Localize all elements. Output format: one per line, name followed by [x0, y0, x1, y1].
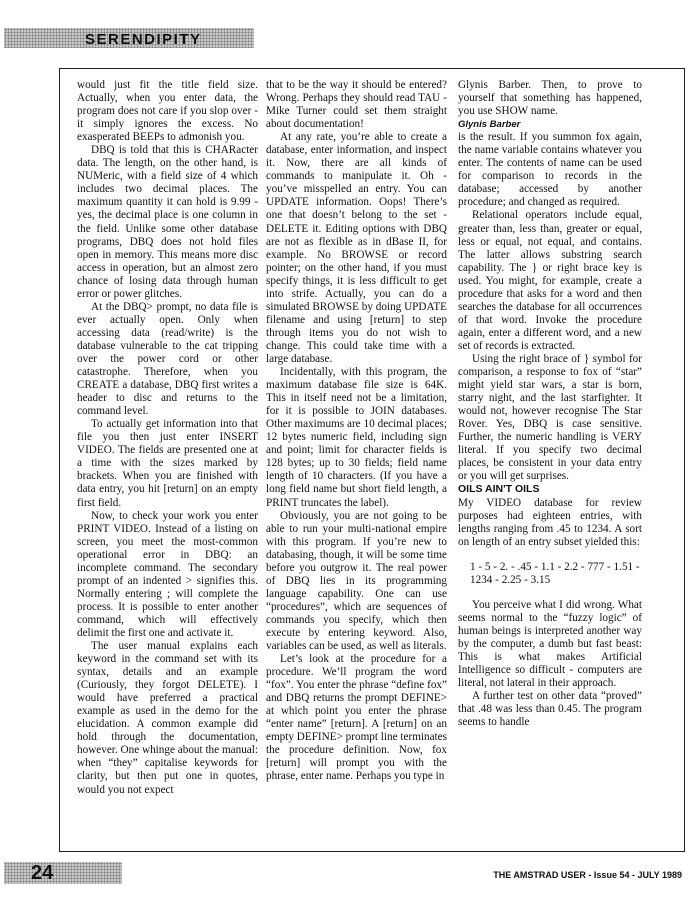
paragraph: would just fit the title field size. Actually, when you enter data, the program does not care if you slop over - it simply ignores the excess. No exasperated BEEPs to admonish you. — [77, 79, 258, 144]
section-title: SERENDIPITY — [85, 31, 202, 48]
paragraph: At the DBQ> prompt, no data file is ever actually open. Only when accessing data (read/write) is the database vulnerable to the cat tripping over the power cord or other catastrophe. Therefore, when you CREATE a database, DBQ first writes a header to disc and returns to the command level. — [77, 300, 258, 418]
paragraph: At any rate, you’re able to create a database, enter information, and inspect it. Now, there are all kinds of commands to manipulate it. Oh - you’ve misspelled an entry. You can UPDATE information. Oops! There’s one that doesn’t belong to the set - DELETE it. Editing options with DBQ are not as flexible as in dBase II, for example. No BROWSE or record pointer; on the other hand, if you must specify things, it is less difficult to get into strife. Actually, you can do a simulated BROWSE by doing UPDATE filename and using [return] to step through items you do not wish to change. This could take time with a large database. — [266, 131, 447, 365]
page-number: 24 — [31, 862, 54, 884]
paragraph: Using the right brace of } symbol for comparison, a response to fox of “star” might yield star wars, a star is born, starry night, and the last starfighter. It would not, however recognise The Star Rover. Yes, DBQ is case sensitive. Further, the numeric handling is VERY literal. If you specify two decimal places, be consistent in your data entry or you will get surprises. — [458, 352, 642, 483]
paragraph: Let’s look at the procedure for a procedure. We’ll program the word “fox”. You enter the phrase “define fox” and DBQ returns the prompt DEFINE> at which point you enter the phrase “enter name” [return]. A [return] on an empty DEFINE> prompt line terminates the procedure definition. Now, fox [return] will prompt you with the phrase, enter name. Perhaps you type in — [266, 653, 447, 783]
sort-sequence: 1 - 5 - 2. - .45 - 1.1 - 2.2 - 777 - 1.51 - 1234 - 2.25 - 3.15 — [470, 560, 640, 586]
paragraph: You perceive what I did wrong. What seems normal to the “fuzzy logic” of human beings is interpreted another way by the computer, a dumb but fast beast: This is what makes Artificial Intelligence so difficult - computers are literal, not lateral in their approach. — [458, 598, 642, 690]
paragraph: Now, to check your work you enter PRINT VIDEO. Instead of a listing on screen, you meet the most-common operational error in DBQ: an incomplete command. The secondary prompt of an indented > signifies this. Normally entering ; will complete the process. It is possible to enter another command, which will effectively delimit the first one and activate it. — [77, 509, 258, 639]
paragraph: that to be the way it should be entered? Wrong. Perhaps they should read TAU - Mike Turner could set them straight about documentation! — [266, 79, 447, 131]
publication-footer: THE AMSTRAD USER - Issue 54 - JULY 1989 — [493, 870, 682, 880]
article-column-2 — [266, 79, 447, 784]
paragraph: The user manual explains each keyword in the command set with its syntax, details and an example (Curiously, they forgot DELETE). I would have preferred a practical example as used in the demo for the elucidation. A common example did hold through the documentation, however. One whinge about the manual: when “they” capitalise keywords for clarity, but then put one in quotes, would you not expect — [77, 640, 258, 796]
paragraph: Relational operators include equal, greater than, less than, greater or equal, less or equal, not equal, and contains. The latter allows substring search capability. The } or right brace key is used. You might, for example, create a procedure that asks for a word and then searches the database for all occurrences of that word. Invoke the procedure again, enter a different word, and a new set of records is extracted. — [458, 209, 642, 352]
article-column-3 — [458, 79, 642, 729]
paragraph: Obviously, you are not going to be able to run your multi-national empire with this program. If you’re new to databasing, though, it will be some time before you outgrow it. The real power of DBQ lies in its programming language capability. One can use “procedures”, which are sequences of commands you specify, which then execute by entering keyword. Also, variables can be used, as well as literals. — [266, 509, 447, 653]
paragraph: A further test on other data “proved” that .48 was less than 0.45. The program seems to handle — [458, 690, 642, 729]
subheading: OILS AIN'T OILS — [458, 483, 540, 496]
paragraph: is the result. If you summon fox again, the name variable contains whatever you enter. The contents of name can be used for comparison to records in the database; accessed by another procedure; and changed as required. — [458, 131, 642, 209]
paragraph: Incidentally, with this program, the maximum database file size is 64K. This in itself need not be a limitation, for it is possible to JOIN databases. Other maximums are 10 decimal places; 12 bytes numeric field, including sign and point; limit for character fields is 128 bytes; up to 30 fields; field name length of 10 characters. (If you have a long field name but short field length, a PRINT truncates the label). — [266, 366, 447, 509]
screen-caption: Glynis Barber — [458, 119, 521, 131]
article-column-1 — [77, 79, 258, 797]
footer-band — [4, 862, 122, 884]
paragraph: DBQ is told that this is CHARacter data. The length, on the other hand, is NUMeric, with a field size of 4 which includes two decimal places. The maximum quantity it can hold is 9.99 - yes, the decimal place is one column in the field. Unlike some other database programs, DBQ does not hold files open in memory. This means more disc access in operation, but an almost zero chance of losing data through human error or power glitches. — [77, 144, 258, 300]
paragraph: To actually get information into that file you then just enter INSERT VIDEO. The fields are presented one at a time with the sizes marked by brackets. When you are finished with data entry, you hit [return] on an empty first field. — [77, 418, 258, 509]
paragraph: Glynis Barber. Then, to prove to yourself that something has happened, you use SHOW name. — [458, 79, 642, 118]
paragraph: My VIDEO database for review purposes had eighteen entries, with lengths ranging from .45 to 1234. A sort on length of an entry subset yielded this: — [458, 496, 642, 548]
